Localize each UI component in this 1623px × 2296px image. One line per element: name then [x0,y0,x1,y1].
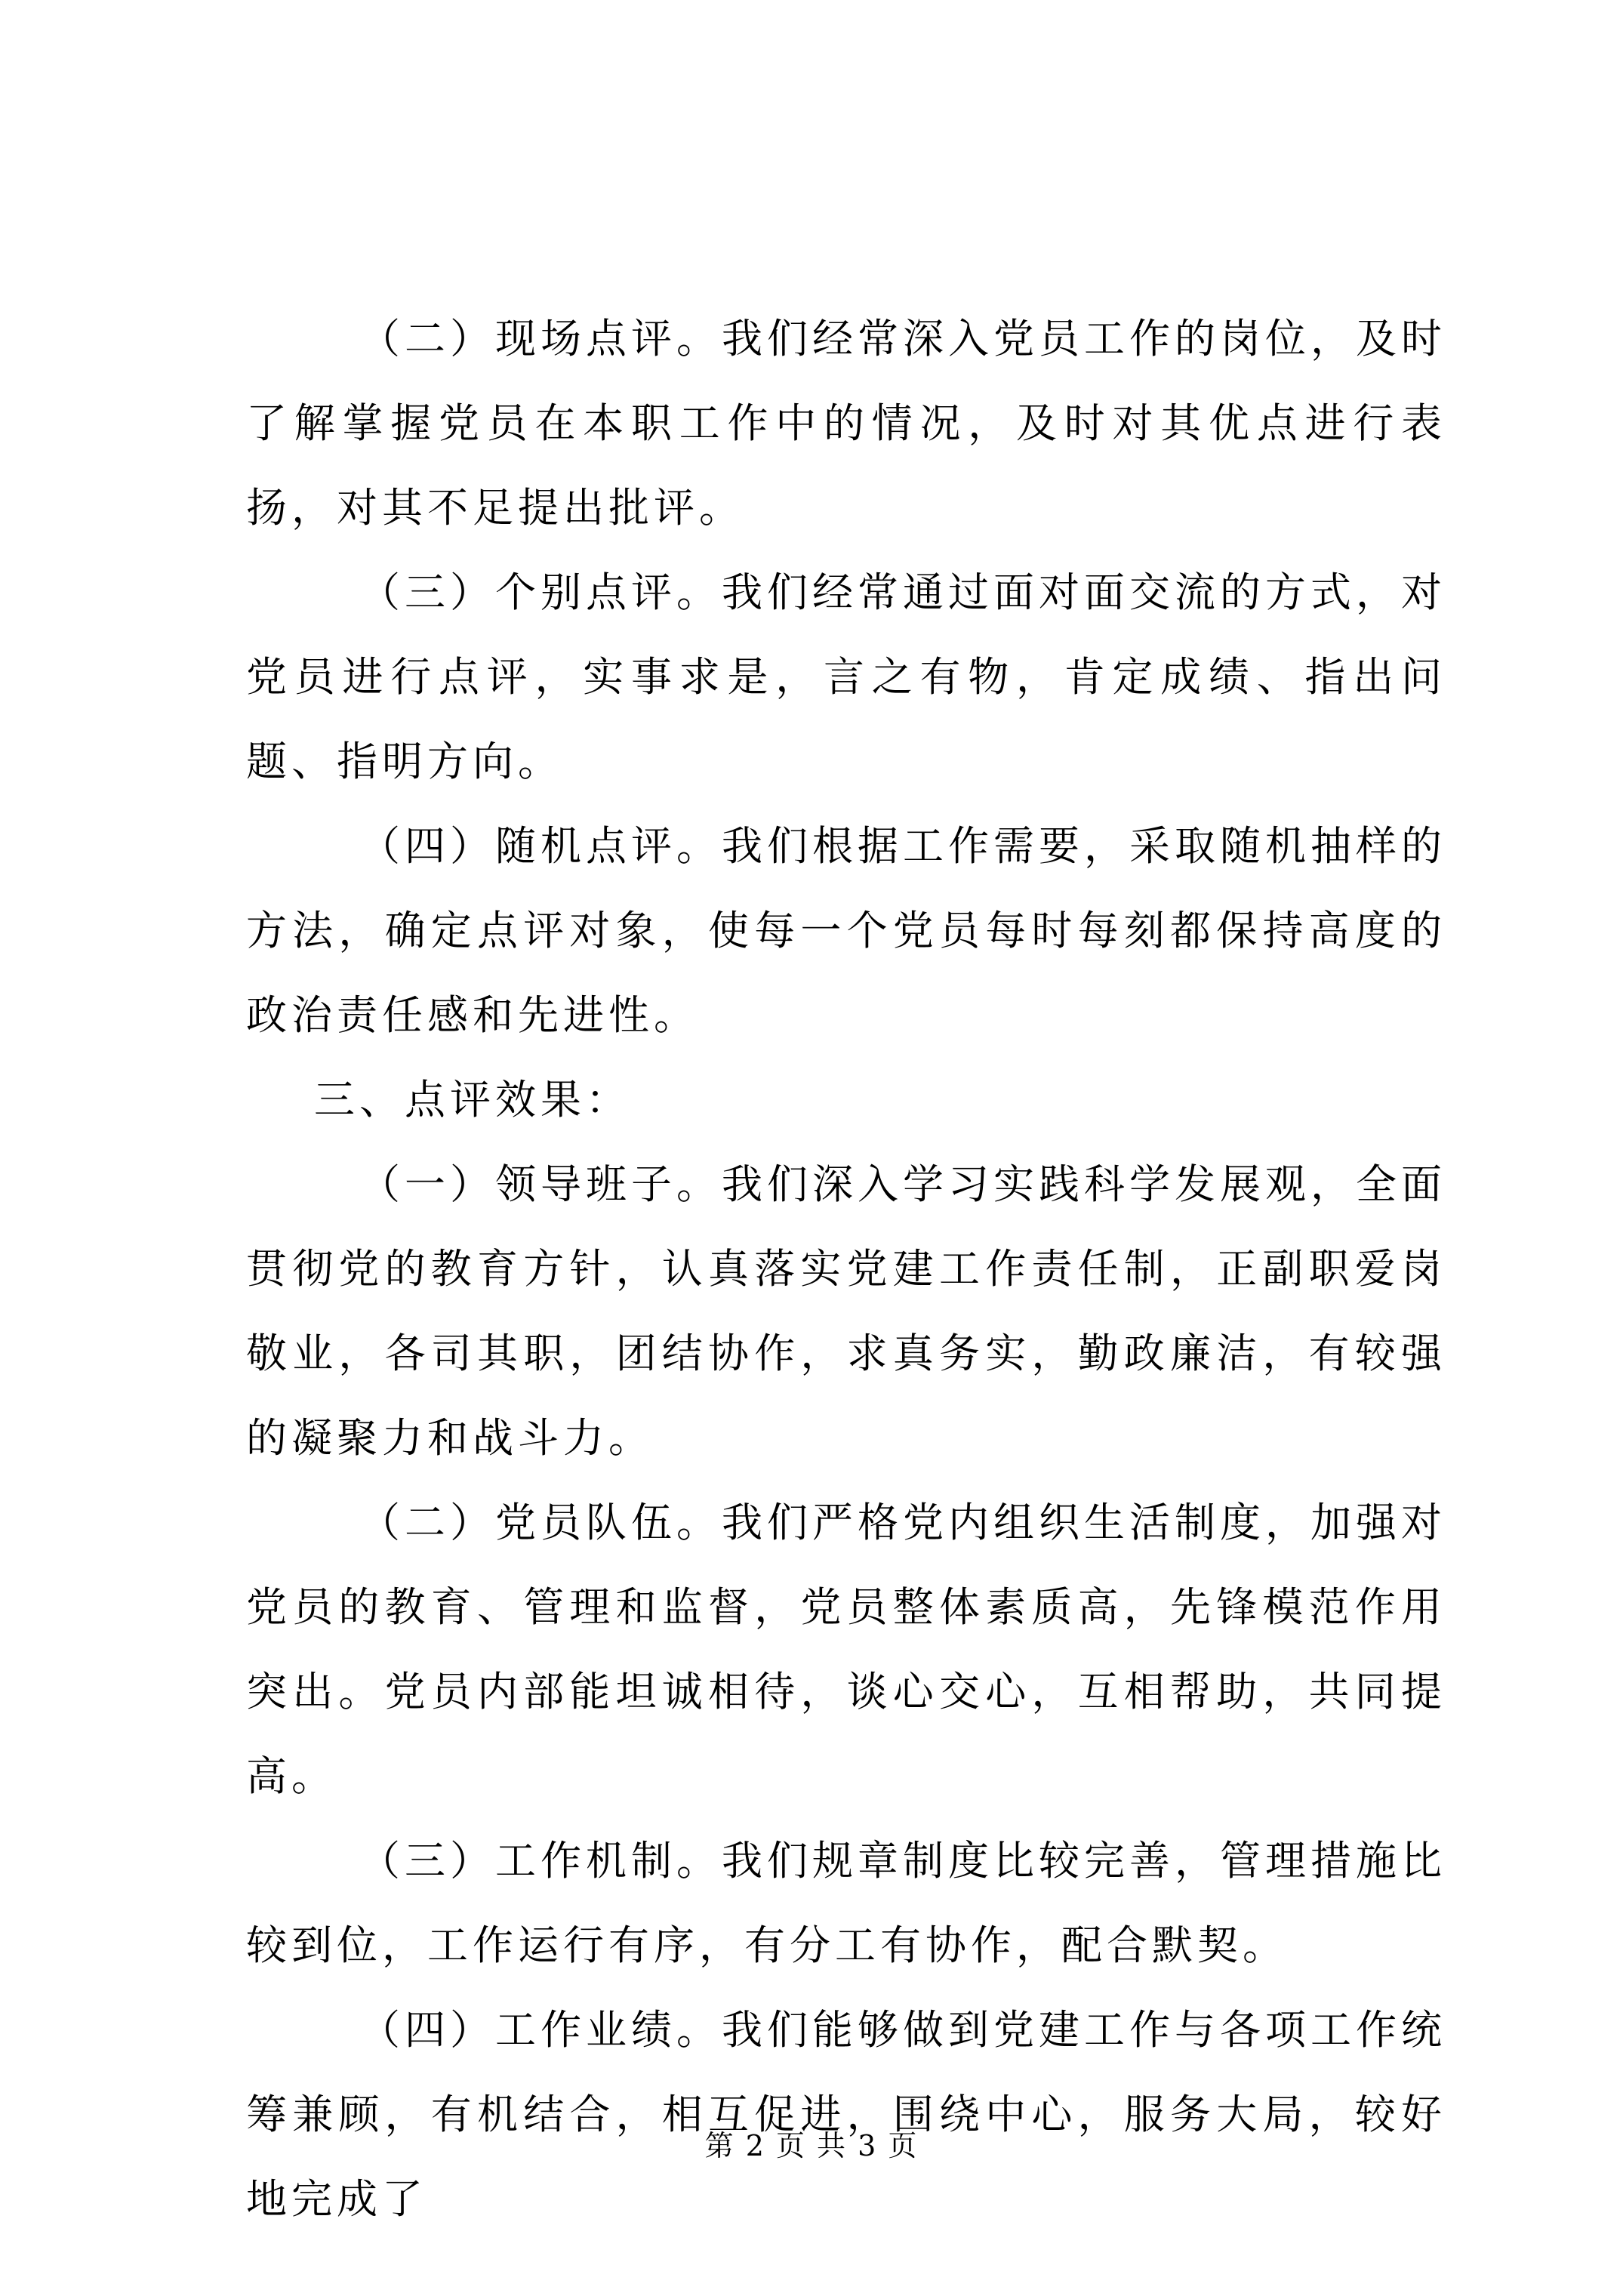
paragraph-work-mechanism: （三）工作机制。我们规章制度比较完善，管理措施比较到位，工作运行有序，有分工有协作，配合默契。 [246,1837,1446,1969]
paragraph-leadership-team: （一）领导班子。我们深入学习实践科学发展观，全面贯彻党的教育方针，认真落实党建工作责任制，正副职爱岗敬业，各司其职，团结协作，求真务实，勤政廉洁，有较强的凝聚力和战斗力。 [246,1160,1446,1462]
paragraph-on-site-review: （二）现场点评。我们经常深入党员工作的岗位，及时了解掌握党员在本职工作中的情况，及时对其优点进行表扬，对其不足提出批评。 [246,315,1446,532]
paragraph-work-achievements: （四）工作业绩。我们能够做到党建工作与各项工作统筹兼顾，有机结合，相互促进，围绕中心，服务大局，较好地完成了 [246,2006,1446,2223]
paragraph-party-members: （二）党员队伍。我们严格党内组织生活制度，加强对党员的教育、管理和监督，党员整体素质高，先锋模范作用突出。党员内部能坦诚相待，谈心交心，互相帮助，共同提高。 [246,1499,1446,1800]
paragraph-random-review: （四）随机点评。我们根据工作需要，采取随机抽样的方法，确定点评对象，使每一个党员每时每刻都保持高度的政治责任感和先进性。 [246,822,1446,1039]
section-heading-review-results: 三、点评效果： [314,1076,631,1123]
paragraph-individual-review: （三）个别点评。我们经常通过面对面交流的方式，对党员进行点评，实事求是，言之有物，肯定成绩、指出问题、指明方向。 [246,569,1446,785]
document-body [246,297,1446,2242]
page-number-footer: 第 2 页 共 3 页 [704,2129,919,2162]
